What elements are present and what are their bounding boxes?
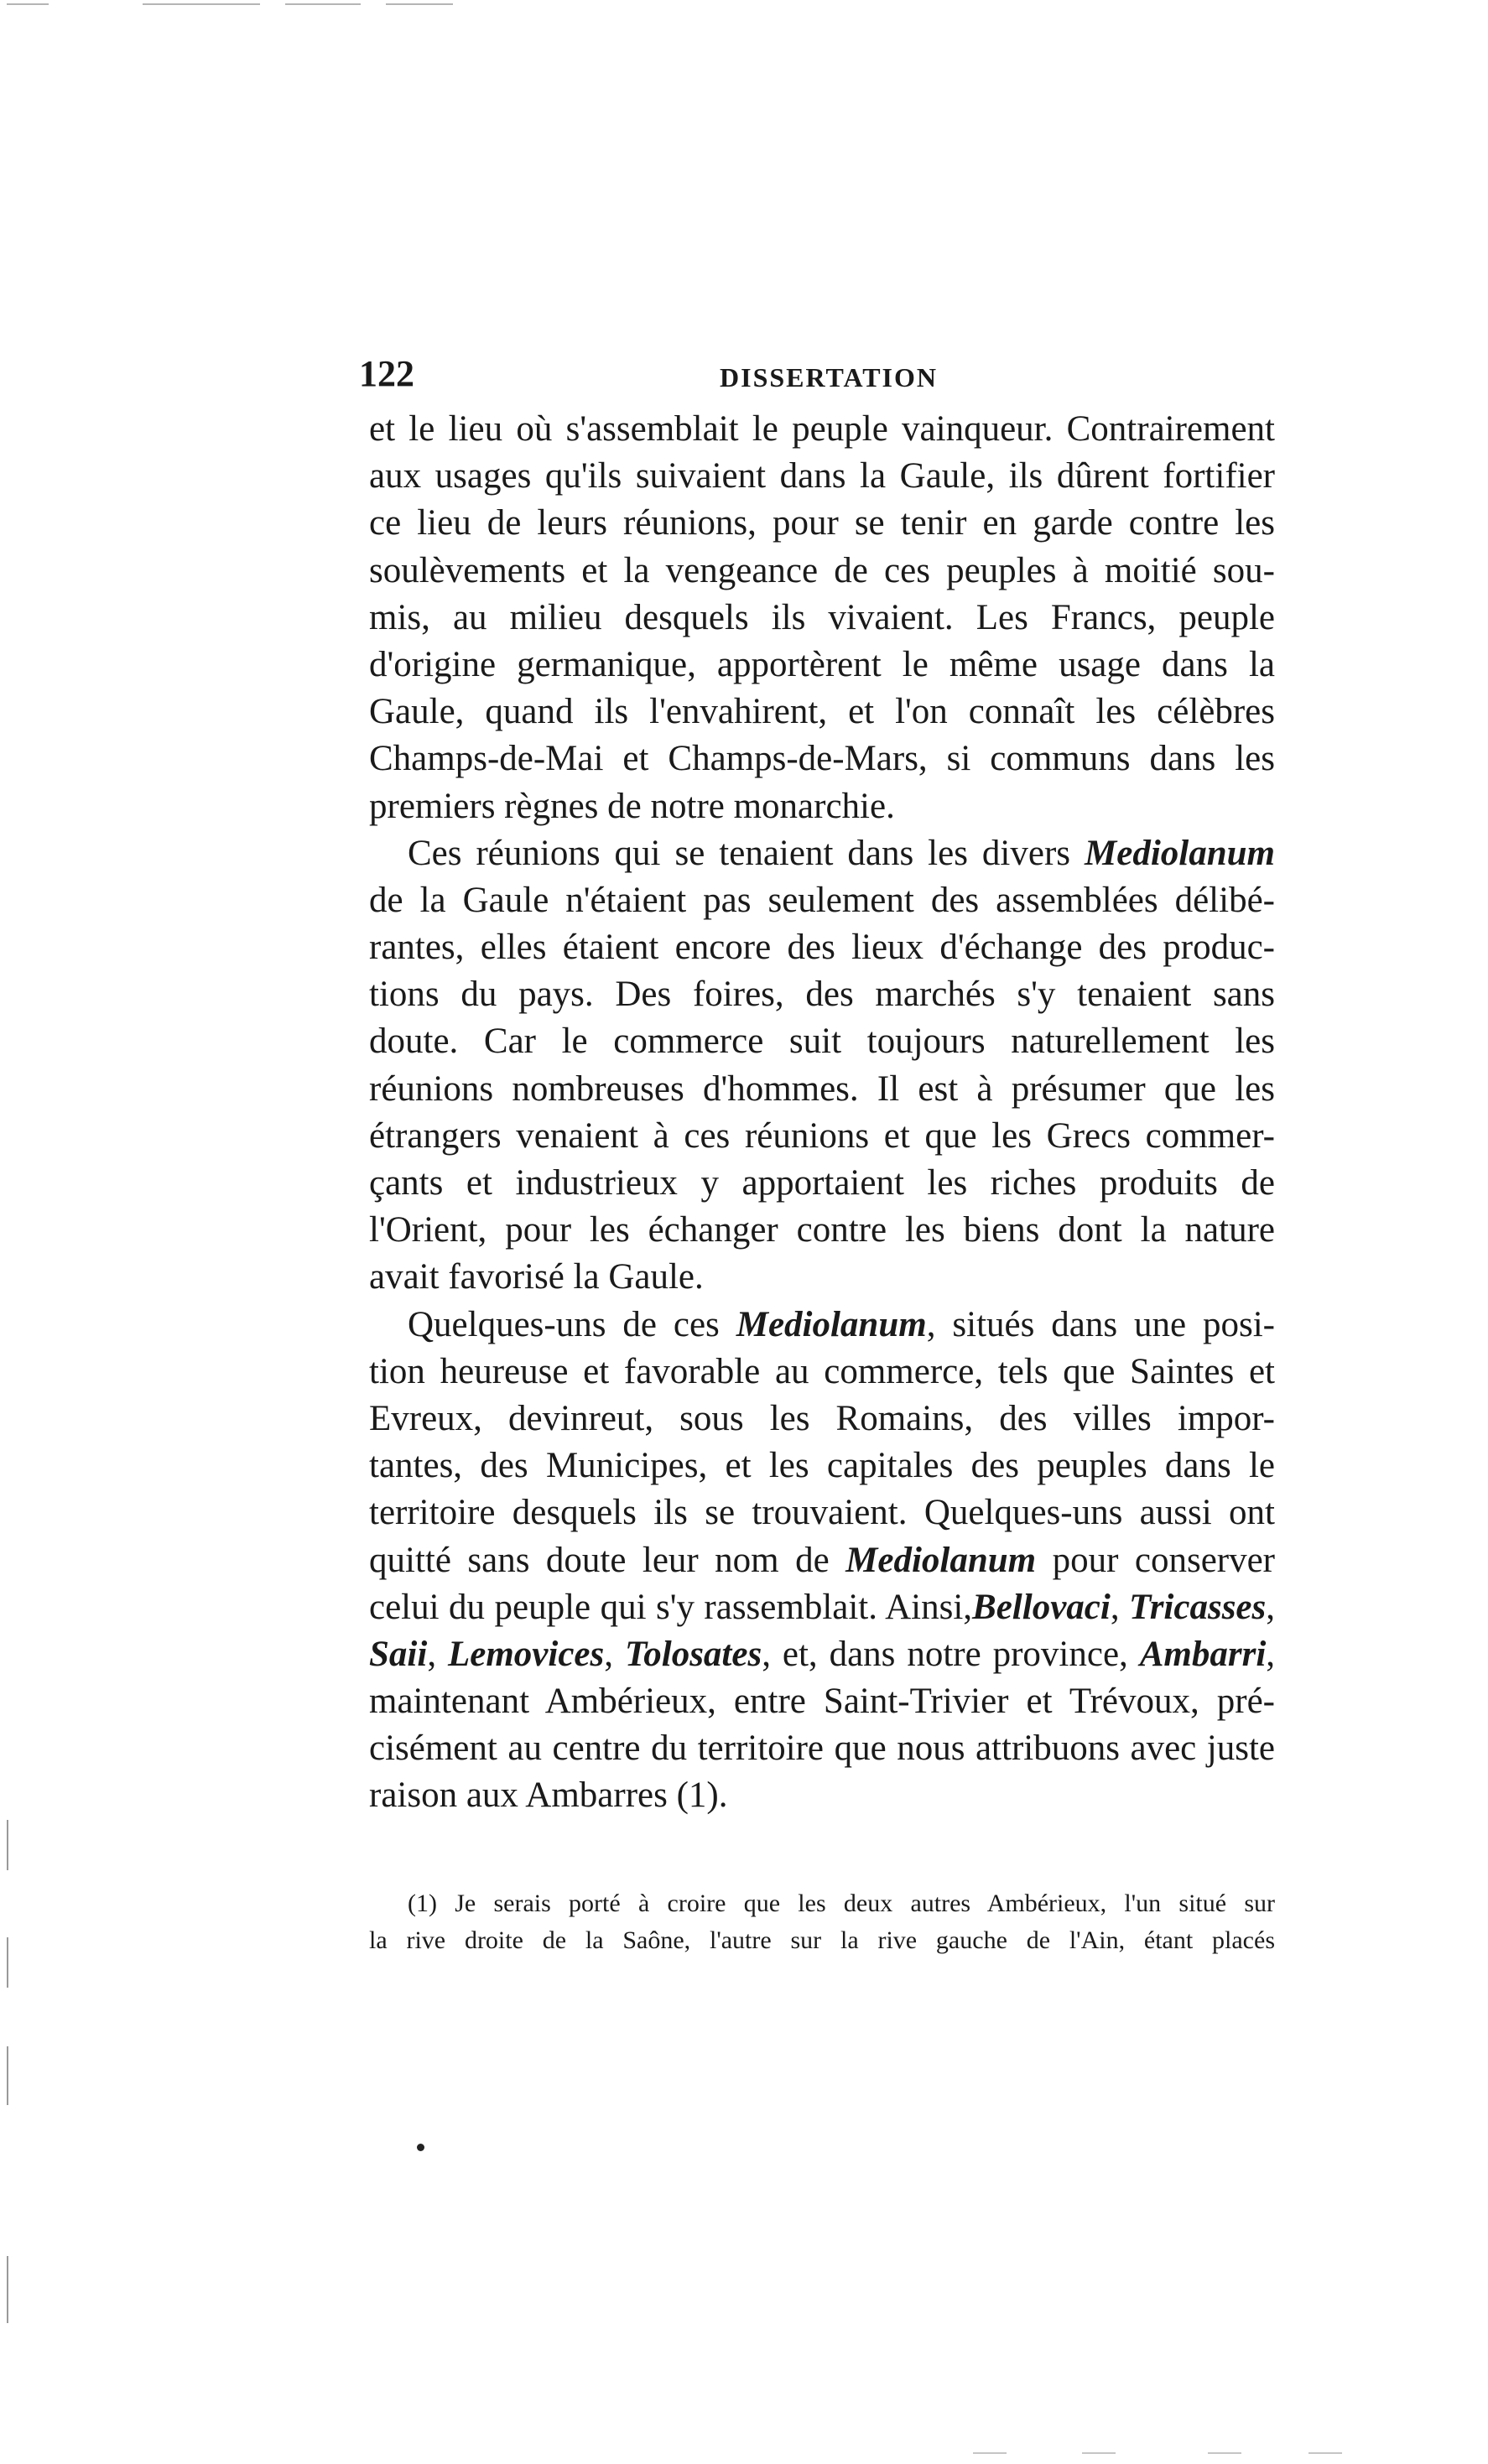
text-line: aux usages qu'ils suivaient dans la Gaule, ils dûrent fortifier (369, 456, 1275, 496)
text-line: raison aux Ambarres (1). (369, 1775, 728, 1816)
scan-artifact-bottom (1208, 2452, 1241, 2454)
scan-artifact-top (386, 3, 453, 5)
italic-term: Tolosates (624, 1634, 762, 1674)
scan-artifact-margin (7, 2256, 8, 2323)
scan-artifact-margin (7, 2046, 8, 2105)
text-line: quitté sans doute leur nom de Mediolanum pour conserver (369, 1540, 1275, 1580)
text-line: tantes, des Municipes, et les capitales des peuples dans le (369, 1446, 1275, 1486)
scan-artifact-bottom (1082, 2452, 1116, 2454)
text-line: Saii, Lemovices, Tolosates, et, dans notre province, Ambarri, (369, 1634, 1276, 1674)
text-line: doute. Car le commerce suit toujours naturellement les (369, 1021, 1275, 1062)
footnote (369, 1885, 1275, 1959)
italic-term: Ambarri (1139, 1634, 1267, 1674)
text-line: ce lieu de leurs réunions, pour se tenir en garde contre les (369, 503, 1275, 543)
text-line: celui du peuple qui s'y rassemblait. Ainsi,Bellovaci, Tricasses, (369, 1587, 1276, 1627)
italic-term: Tricasses (1129, 1587, 1267, 1627)
text-line: soulèvements et la vengeance de ces peuples à moitié sou- (369, 550, 1275, 590)
text-line: mis, au milieu desquels ils vivaient. Les Francs, peuple (369, 597, 1275, 637)
italic-term: Mediolanum (1085, 833, 1275, 873)
text-line: Gaule, quand ils l'envahirent, et l'on connaît les célèbres (369, 692, 1275, 732)
scan-artifact-bottom (1309, 2452, 1342, 2454)
scan-artifact-top (285, 3, 361, 5)
text-line: étrangers venaient à ces réunions et que les Grecs commer- (369, 1115, 1275, 1156)
scan-artifact-margin (7, 1937, 8, 1988)
text-line: Evreux, devinreut, sous les Romains, des villes impor- (369, 1398, 1275, 1438)
text-line: et le lieu où s'assemblait le peuple vainqueur. Contrairement (369, 409, 1275, 449)
body-text (369, 406, 1275, 1820)
text-line: Quelques-uns de ces Mediolanum, situés dans une posi- (408, 1304, 1275, 1344)
text-line: premiers règnes de notre monarchie. (369, 786, 895, 826)
italic-term: Mediolanum (845, 1540, 1037, 1580)
text-line: çants et industrieux y apportaient les riches produits de (369, 1163, 1275, 1203)
text-line: Champs-de-Mai et Champs-de-Mars, si communs dans les (369, 739, 1275, 779)
page-header (359, 352, 1282, 403)
text-line: de la Gaule n'étaient pas seulement des assemblées délibé- (369, 880, 1275, 920)
text-line: Ces réunions qui se tenaient dans les divers Mediolanum (408, 833, 1275, 873)
scan-artifact-top (143, 3, 260, 5)
text-line: avait favorisé la Gaule. (369, 1257, 704, 1297)
text-line: maintenant Ambérieux, entre Saint-Trivier et Trévoux, pré- (369, 1682, 1275, 1722)
page-number: 122 (359, 353, 414, 394)
ink-speck (417, 2144, 424, 2151)
text-line: l'Orient, pour les échanger contre les biens dont la nature (369, 1210, 1275, 1250)
running-head: DISSERTATION (720, 362, 938, 392)
text-line: tion heureuse et favorable au commerce, tels que Saintes et (369, 1351, 1275, 1391)
text-line: territoire desquels ils se trouvaient. Quelques-uns aussi ont (369, 1493, 1275, 1533)
text-line: cisément au centre du territoire que nous attribuons avec juste (369, 1728, 1275, 1769)
italic-term: Bellovaci (972, 1587, 1111, 1627)
footnote-line: la rive droite de la Saône, l'autre sur la rive gauche de l'Ain, étant placés (369, 1926, 1275, 1954)
scan-artifact-bottom (973, 2452, 1007, 2454)
scan-artifact-margin (7, 1820, 8, 1870)
scan-artifact-top (7, 3, 49, 5)
italic-term: Mediolanum (736, 1304, 927, 1344)
footnote-line: (1) Je serais porté à croire que les deux autres Ambérieux, l'un situé sur (408, 1890, 1275, 1917)
text-line: d'origine germanique, apportèrent le même usage dans la (369, 644, 1275, 684)
text-line: rantes, elles étaient encore des lieux d'échange des produc- (369, 928, 1275, 968)
text-line: réunions nombreuses d'hommes. Il est à présumer que les (369, 1068, 1275, 1109)
text-line: tions du pays. Des foires, des marchés s'y tenaient sans (369, 975, 1275, 1015)
italic-term: Lemovices (448, 1634, 605, 1674)
italic-term: Saii (369, 1634, 428, 1674)
